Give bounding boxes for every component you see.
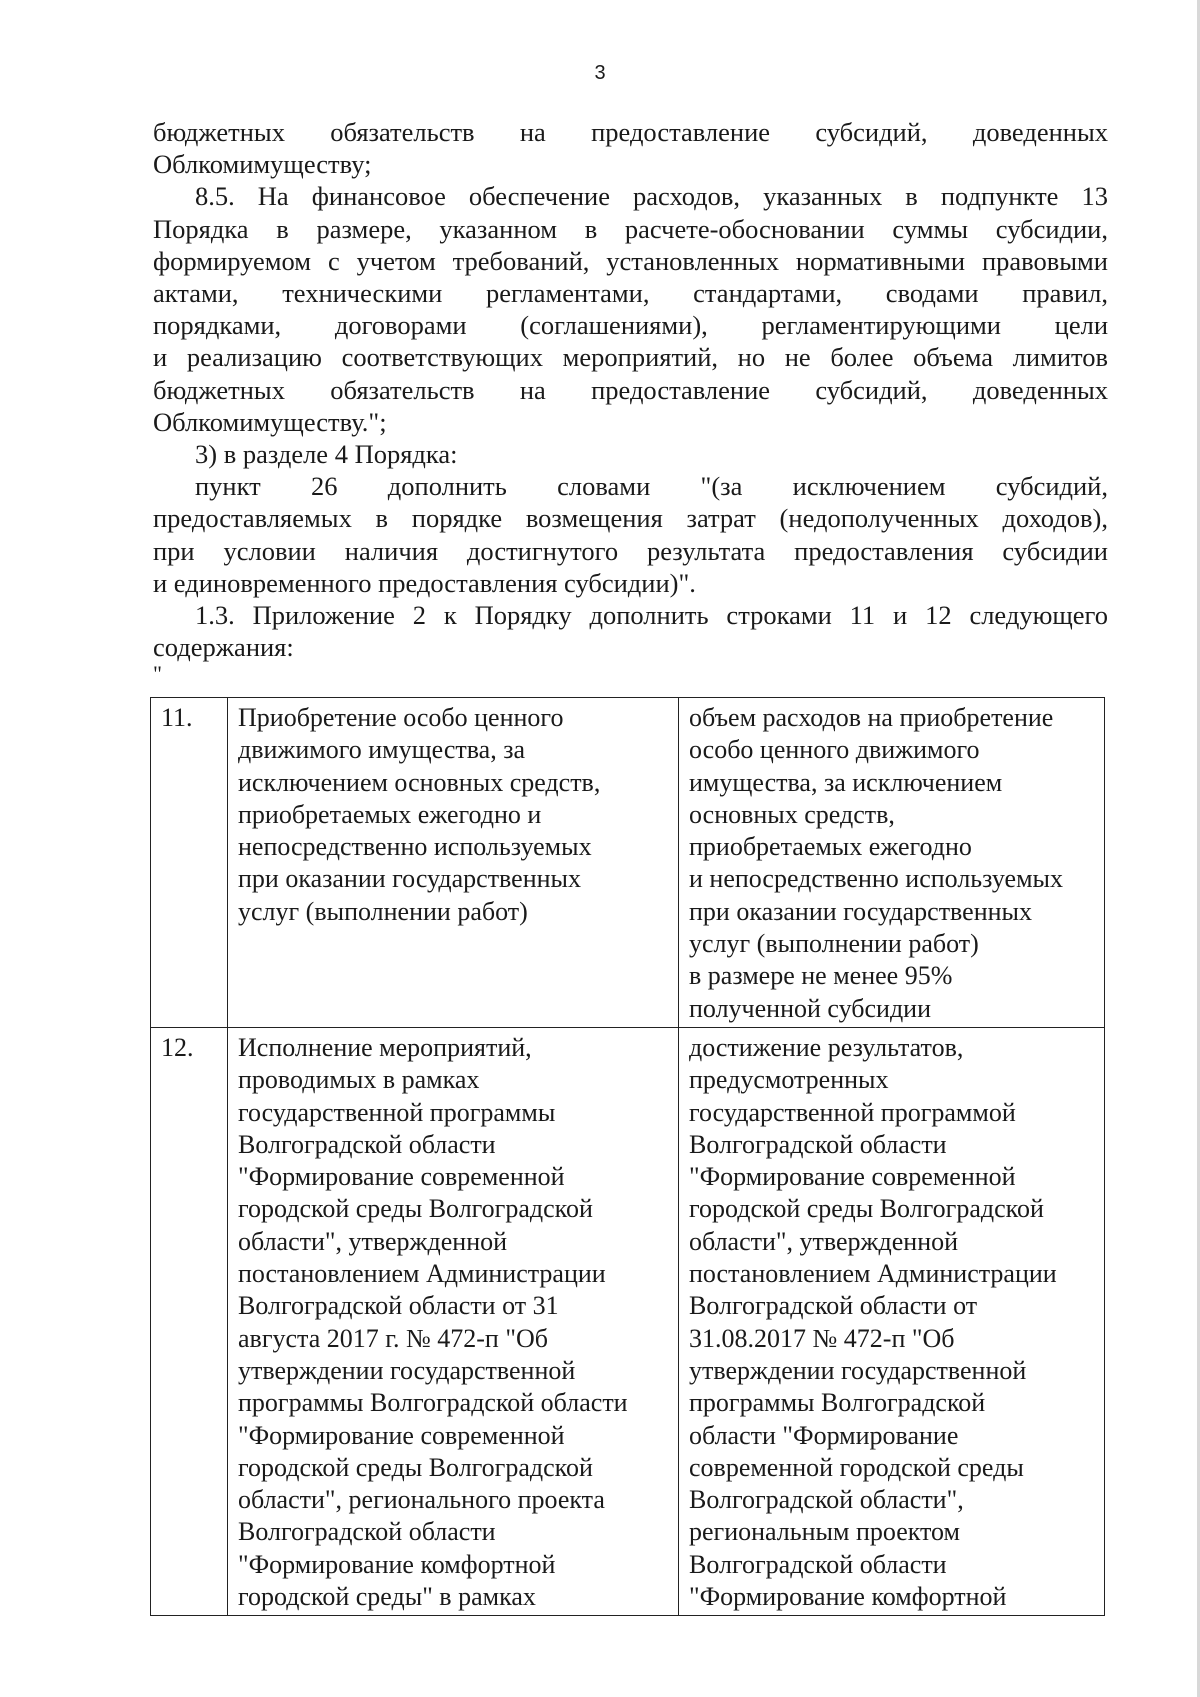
cell-line: городской среды Волгоградской xyxy=(689,1194,1044,1224)
paragraph-line: предоставляемых в порядке возмещения затрат (недополученных доходов), xyxy=(153,503,1108,534)
paragraph-line: содержания: xyxy=(153,632,294,663)
cell-line: и непосредственно используемых xyxy=(689,864,1063,894)
paragraph-line: актами, техническими регламентами, стандартами, сводами правил, xyxy=(153,278,1108,309)
result-cell xyxy=(679,1027,1105,1615)
cell-line: "Формирование современной xyxy=(238,1162,565,1192)
cell-line: движимого имущества, за xyxy=(238,735,526,765)
cell-line: "Формирование современной xyxy=(689,1162,1016,1192)
paragraph-line: бюджетных обязательств на предоставление субсидий, доведенных xyxy=(153,117,1108,147)
paragraph-line: 1.3. Приложение 2 к Порядку дополнить строками 11 и 12 следующего xyxy=(195,600,1108,631)
cell-line: Волгоградской области xyxy=(238,1129,496,1159)
cell-line: 31.08.2017 № 472-п "Об xyxy=(689,1323,955,1353)
cell-line: Волгоградской области xyxy=(689,1129,947,1159)
paragraph-line: 3) в разделе 4 Порядка: xyxy=(195,439,458,470)
cell-line: объем расходов на приобретение xyxy=(689,703,1054,732)
cell-line: постановлением Администрации xyxy=(689,1259,1057,1289)
cell-line: утверждении государственной xyxy=(689,1355,1027,1385)
cell-line: утверждении государственной xyxy=(238,1355,576,1385)
cell-line: программы Волгоградской xyxy=(689,1388,986,1418)
cell-line: достижение результатов, xyxy=(689,1032,964,1062)
cell-line: городской среды" в рамках xyxy=(238,1582,536,1612)
cell-line: "Формирование комфортной xyxy=(689,1582,1007,1612)
cell-line: городской среды Волгоградской xyxy=(238,1194,593,1224)
cell-line: при оказании государственных xyxy=(689,896,1033,926)
cell-line: области", регионального проекта xyxy=(238,1485,605,1515)
result-cell xyxy=(679,698,1105,1028)
cell-line: услуг (выполнении работ) xyxy=(238,896,528,926)
cell-line: региональным проектом xyxy=(689,1517,961,1547)
cell-line: имущества, за исключением xyxy=(689,767,1003,797)
cell-line: "Формирование комфортной xyxy=(238,1549,556,1579)
cell-line: городской среды Волгоградской xyxy=(238,1452,593,1482)
cell-line: Волгоградской области от xyxy=(689,1291,978,1321)
document-body xyxy=(153,116,1108,663)
cell-line: "Формирование современной xyxy=(238,1420,565,1450)
cell-line: особо ценного движимого xyxy=(689,735,980,765)
row-number: 11. xyxy=(151,698,228,1028)
paragraph-line: 8.5. На финансовое обеспечение расходов, указанных в подпункте 13 xyxy=(195,181,1108,212)
appendix-table xyxy=(150,697,1105,1616)
cell-line: августа 2017 г. № 472-п "Об xyxy=(238,1323,548,1353)
cell-line: полученной субсидии xyxy=(689,993,931,1023)
cell-line: Волгоградской области xyxy=(238,1517,496,1547)
paragraph-line: бюджетных обязательств на предоставление субсидий, доведенных xyxy=(153,374,1108,405)
cell-line: области", утвержденной xyxy=(689,1226,959,1256)
cell-line: Волгоградской области xyxy=(689,1549,947,1579)
paragraph-line: и реализацию соответствующих мероприятий, но не более объема лимитов xyxy=(153,342,1108,373)
paragraph-line: Облкомимуществу."; xyxy=(153,406,387,437)
cell-line: области", утвержденной xyxy=(238,1226,508,1256)
cell-line: предусмотренных xyxy=(689,1065,889,1095)
paragraph-line: порядками, договорами (соглашениями), регламентирующими цели xyxy=(153,310,1108,341)
cell-line: исключением основных средств, xyxy=(238,767,601,797)
cell-line: при оказании государственных xyxy=(238,864,582,894)
cell-line: государственной программы xyxy=(238,1097,556,1127)
cell-line: Волгоградской области от 31 xyxy=(238,1291,559,1321)
cell-line: непосредственно используемых xyxy=(238,832,592,862)
cell-line: Исполнение мероприятий, xyxy=(238,1032,532,1062)
cell-line: приобретаемых ежегодно и xyxy=(238,799,542,829)
cell-line: услуг (выполнении работ) xyxy=(689,929,979,959)
paragraph-line: Порядка в размере, указанном в расчете-обосновании суммы субсидии, xyxy=(153,213,1108,244)
expense-direction-cell xyxy=(228,1027,679,1615)
cell-line: программы Волгоградской области xyxy=(238,1388,628,1418)
paragraph-line: Облкомимуществу; xyxy=(153,149,372,180)
opening-quote: " xyxy=(153,661,162,686)
cell-line: Приобретение особо ценного xyxy=(238,703,564,732)
table-row xyxy=(151,698,1105,1028)
table-row xyxy=(151,1027,1105,1615)
expense-direction-cell xyxy=(228,698,679,1028)
paragraph-line: при условии наличия достигнутого результата предоставления субсидии xyxy=(153,535,1108,566)
cell-line: в размере не менее 95% xyxy=(689,961,953,991)
cell-line: приобретаемых ежегодно xyxy=(689,832,972,862)
cell-line: проводимых в рамках xyxy=(238,1065,480,1095)
paragraph-line: и единовременного предоставления субсидии)". xyxy=(153,567,696,598)
page-number: 3 xyxy=(594,62,606,84)
cell-line: области "Формирование xyxy=(689,1420,959,1450)
paragraph-line: пункт 26 дополнить словами "(за исключением субсидий, xyxy=(195,471,1108,502)
row-number: 12. xyxy=(151,1027,228,1615)
paragraph-line: формируемом с учетом требований, установленных нормативными правовыми xyxy=(153,245,1108,276)
cell-line: государственной программой xyxy=(689,1097,1016,1127)
cell-line: постановлением Администрации xyxy=(238,1259,606,1289)
cell-line: современной городской среды xyxy=(689,1452,1024,1482)
cell-line: основных средств, xyxy=(689,799,895,829)
cell-line: Волгоградской области", xyxy=(689,1485,964,1515)
